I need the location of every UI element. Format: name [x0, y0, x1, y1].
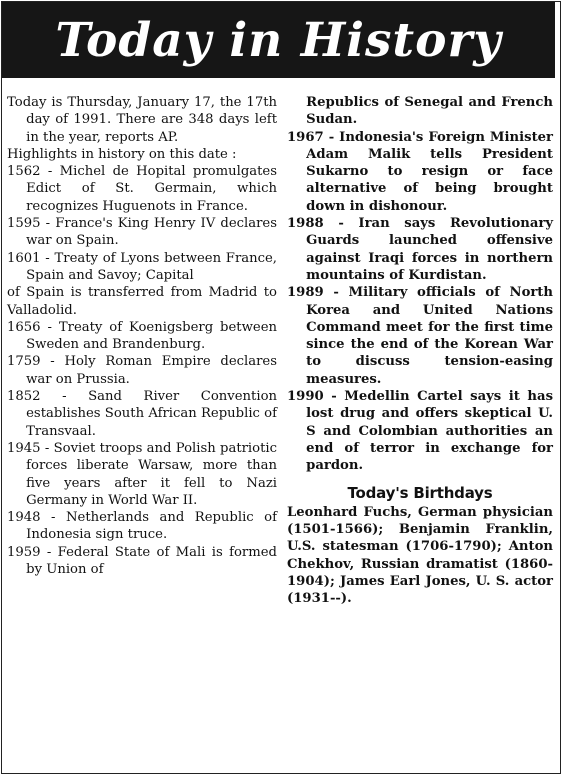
- history-entry-1601: 1601 - Treaty of Lyons between France, Spain and Savoy; Capital: [7, 250, 277, 283]
- title-banner: [2, 2, 555, 78]
- history-entry-1959: 1959 - Federal State of Mali is formed by Union of: [7, 544, 277, 578]
- history-entry-1945: 1945 - Soviet troops and Polish patriotic forces liberate Warsaw, more than five years after it fell to Nazi Germany in World War II.: [7, 440, 277, 508]
- history-entry-1990: 1990 - Medellin Cartel says it has lost drug and offers skeptical U. S and Colombian authorities an end of terror in exchange for pardon.: [287, 389, 553, 474]
- history-entry-1656: 1656 - Treaty of Koenigsberg between Sweden and Brandenburg.: [7, 319, 277, 353]
- intro-paragraph: Today is Thursday, January 17, the 17th day of 1991. There are 348 days left in the year, reports AP.: [7, 95, 277, 145]
- history-entry-1601-continuation: of Spain is transferred from Madrid to Valladolid.: [7, 285, 277, 318]
- history-entry-1759: 1759 - Holy Roman Empire declares war on Prussia.: [7, 354, 277, 387]
- history-entry-1852: 1852 - Sand River Convention establishes South African Republic of Transvaal.: [7, 389, 277, 439]
- history-entry-1562: 1562 - Michel de Hopital promulgates Edict of St. Germain, which recognizes Huguenots in France.: [7, 164, 277, 214]
- history-entry-1595: 1595 - France's King Henry IV declares war on Spain.: [7, 216, 277, 249]
- right-column: [287, 94, 553, 608]
- left-column: [7, 94, 277, 578]
- history-entry-1989: 1989 - Military officials of North Korea and United Nations Command meet for the first time since the end of the Korean War to discuss tension-easing measures.: [287, 285, 553, 387]
- page-title: Today in History: [55, 12, 502, 68]
- history-entry-1959-continuation: Republics of Senegal and French Sudan.: [306, 95, 553, 128]
- history-entry-1948: 1948 - Netherlands and Republic of Indonesia sign truce.: [7, 510, 277, 543]
- highlights-label: Highlights in history on this date :: [7, 146, 237, 162]
- history-entry-1988: 1988 - Iran says Revolutionary Guards launched offensive against Iraqi forces in northern mountains of Kurdistan.: [287, 216, 553, 283]
- birthdays-list: Leonhard Fuchs, German physician (1501-1566); Benjamin Franklin, U.S. statesman (1706-1790); Anton Chekhov, Russian dramatist (1860-1904); James Earl Jones, U. S. actor (1931--).: [287, 504, 553, 607]
- birthdays-heading: Today's Birthdays: [347, 483, 493, 502]
- history-entry-1967: 1967 - Indonesia's Foreign Minister Adam Malik tells President Sukarno to resign or face alternative of being brought down in dishonour.: [287, 129, 553, 214]
